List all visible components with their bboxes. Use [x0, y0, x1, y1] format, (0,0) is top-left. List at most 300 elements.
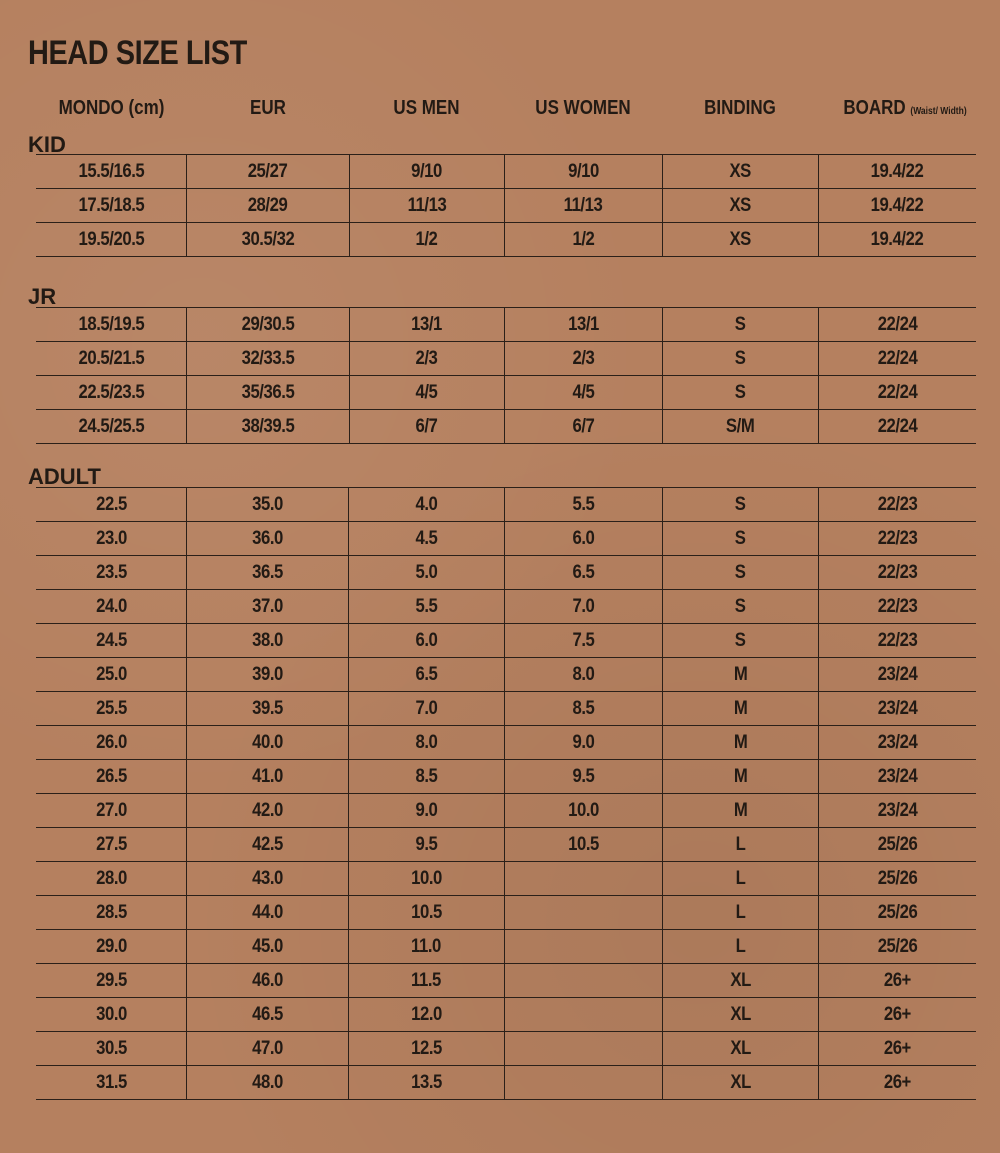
table-cell	[504, 1032, 662, 1066]
cell-value: 9.5	[415, 833, 438, 855]
table-cell	[187, 155, 349, 189]
table-cell	[187, 896, 349, 930]
cell-value: 30.0	[95, 1003, 127, 1025]
table-cell	[504, 590, 662, 624]
cell-value: 44.0	[252, 901, 284, 923]
table-cell	[349, 189, 504, 223]
cell-value: 28.0	[95, 867, 127, 889]
cell-value: XS	[729, 228, 751, 250]
cell-value: 5.5	[572, 493, 595, 515]
cell-value: M	[733, 731, 747, 753]
table-row	[36, 624, 976, 658]
cell-value: 48.0	[252, 1071, 284, 1093]
table-cell	[818, 556, 976, 590]
table-cell	[187, 1066, 349, 1100]
cell-value: XL	[729, 969, 751, 991]
cell-value: 28.5	[95, 901, 127, 923]
table-cell	[662, 726, 818, 760]
cell-value: 31.5	[95, 1071, 127, 1093]
cell-value: 47.0	[252, 1037, 284, 1059]
cell-value: 10.5	[411, 901, 442, 923]
table-row	[36, 896, 976, 930]
table-cell	[818, 692, 976, 726]
cell-value: 11/13	[407, 194, 446, 216]
cell-value: 10.5	[567, 833, 599, 855]
table-cell	[504, 189, 662, 223]
table-cell	[187, 376, 349, 410]
table-cell	[662, 964, 818, 998]
table-cell	[36, 658, 187, 692]
table-cell	[187, 998, 349, 1032]
cell-value: XL	[729, 1003, 751, 1025]
table-cell	[187, 308, 349, 342]
table-cell	[504, 862, 662, 896]
table-cell	[662, 155, 818, 189]
table-cell	[349, 998, 504, 1032]
cell-value: M	[733, 697, 747, 719]
table-cell	[36, 189, 187, 223]
table-cell	[36, 1066, 187, 1100]
cell-value: 4/5	[572, 381, 595, 403]
cell-value: 23/24	[877, 731, 918, 753]
table-cell	[504, 760, 662, 794]
table-cell	[349, 308, 504, 342]
cell-value: 36.0	[252, 527, 284, 549]
cell-value: 20.5/21.5	[78, 347, 145, 369]
kid-size-table	[36, 154, 976, 257]
table-cell	[818, 964, 976, 998]
table-cell	[504, 658, 662, 692]
table-cell	[504, 342, 662, 376]
cell-value: 35/36.5	[241, 381, 295, 403]
cell-value: XS	[729, 194, 751, 216]
table-row	[36, 522, 976, 556]
cell-value: 22/24	[877, 381, 918, 403]
cell-value: S	[734, 527, 746, 549]
cell-value: XL	[729, 1071, 751, 1093]
table-cell	[187, 760, 349, 794]
cell-value: 10.0	[567, 799, 599, 821]
cell-value: 13.5	[411, 1071, 442, 1093]
table-cell	[662, 658, 818, 692]
cell-value: 29.0	[95, 935, 127, 957]
table-cell	[349, 155, 504, 189]
cell-value: 27.0	[95, 799, 127, 821]
cell-value: 29/30.5	[241, 313, 295, 335]
table-cell	[187, 522, 349, 556]
cell-value: 8.0	[572, 663, 595, 685]
table-cell	[349, 692, 504, 726]
table-cell	[662, 930, 818, 964]
table-cell	[36, 1032, 187, 1066]
cell-value: 39.0	[252, 663, 284, 685]
cell-value: 2/3	[415, 347, 438, 369]
table-cell	[187, 1032, 349, 1066]
table-cell	[349, 658, 504, 692]
table-cell	[818, 896, 976, 930]
column-header-binding: BINDING	[704, 97, 776, 119]
cell-value: 42.0	[252, 799, 284, 821]
cell-value: 37.0	[252, 595, 284, 617]
board-header-note: (Waist/ Width)	[910, 106, 967, 117]
cell-value: 36.5	[252, 561, 284, 583]
cell-value: S	[734, 313, 746, 335]
cell-value: 46.5	[252, 1003, 284, 1025]
table-cell	[187, 658, 349, 692]
table-cell	[504, 896, 662, 930]
cell-value: 25/26	[877, 867, 918, 889]
table-cell	[818, 794, 976, 828]
cell-value: 38.0	[252, 629, 284, 651]
table-cell	[187, 862, 349, 896]
table-cell	[504, 155, 662, 189]
table-cell	[662, 998, 818, 1032]
cell-value: 19.5/20.5	[78, 228, 145, 250]
cell-value: S	[734, 629, 746, 651]
cell-value: S	[734, 347, 746, 369]
table-row	[36, 155, 976, 189]
cell-value: 9.0	[572, 731, 595, 753]
cell-value: 25/26	[877, 901, 918, 923]
table-cell	[349, 342, 504, 376]
cell-value: 26+	[883, 1071, 911, 1093]
table-cell	[187, 342, 349, 376]
cell-value: 23/24	[877, 765, 918, 787]
cell-value: 30.5/32	[241, 228, 295, 250]
table-cell	[187, 726, 349, 760]
section-label-jr: JR	[28, 284, 57, 309]
cell-value: 42.5	[252, 833, 284, 855]
table-cell	[36, 342, 187, 376]
cell-value: 26+	[883, 1003, 911, 1025]
table-cell	[187, 624, 349, 658]
cell-value: 6.0	[415, 629, 438, 651]
cell-value: 22/24	[877, 415, 918, 437]
cell-value: 9/10	[567, 160, 599, 182]
table-cell	[662, 342, 818, 376]
table-cell	[662, 223, 818, 257]
column-header-us-men: US MEN	[393, 97, 460, 119]
cell-value: 13/1	[411, 313, 443, 335]
table-cell	[662, 590, 818, 624]
table-cell	[662, 488, 818, 522]
table-cell	[36, 896, 187, 930]
table-cell	[36, 794, 187, 828]
table-cell	[349, 896, 504, 930]
cell-value: 22/24	[877, 347, 918, 369]
table-cell	[504, 410, 662, 444]
cell-value: 22/23	[877, 493, 918, 515]
cell-value: 12.5	[411, 1037, 442, 1059]
cell-value: 13/1	[567, 313, 599, 335]
table-cell	[187, 964, 349, 998]
cell-value: 1/2	[572, 228, 595, 250]
cell-value: 8.5	[415, 765, 438, 787]
table-cell	[349, 726, 504, 760]
cell-value: 25.5	[95, 697, 127, 719]
cell-value: 23/24	[877, 697, 918, 719]
cell-value: 26.0	[95, 731, 127, 753]
table-cell	[504, 624, 662, 658]
cell-value: 24.0	[95, 595, 127, 617]
cell-value: M	[733, 663, 747, 685]
table-row	[36, 410, 976, 444]
table-cell	[504, 828, 662, 862]
cell-value: 9/10	[411, 160, 443, 182]
cell-value: 45.0	[252, 935, 284, 957]
table-cell	[36, 522, 187, 556]
cell-value: 7.5	[572, 629, 595, 651]
cell-value: M	[733, 765, 747, 787]
table-cell	[36, 624, 187, 658]
table-cell	[662, 376, 818, 410]
table-row	[36, 376, 976, 410]
table-row	[36, 998, 976, 1032]
column-header-mondo: MONDO (cm)	[58, 97, 165, 119]
table-row	[36, 590, 976, 624]
table-row	[36, 692, 976, 726]
cell-value: 22/24	[877, 313, 918, 335]
cell-value: 19.4/22	[871, 228, 924, 250]
cell-value: 22/23	[877, 527, 918, 549]
cell-value: 7.0	[572, 595, 595, 617]
table-cell	[662, 522, 818, 556]
table-cell	[818, 1066, 976, 1100]
table-row	[36, 556, 976, 590]
cell-value: 22.5	[95, 493, 127, 515]
table-row	[36, 1066, 976, 1100]
table-cell	[662, 896, 818, 930]
table-row	[36, 189, 976, 223]
table-cell	[36, 692, 187, 726]
table-cell	[349, 794, 504, 828]
table-cell	[349, 760, 504, 794]
cell-value: XS	[729, 160, 751, 182]
cell-value: 6.5	[572, 561, 595, 583]
table-cell	[36, 590, 187, 624]
table-cell	[504, 692, 662, 726]
table-cell	[36, 862, 187, 896]
cell-value: 11/13	[563, 194, 603, 216]
table-cell	[504, 556, 662, 590]
table-cell	[36, 930, 187, 964]
table-row	[36, 930, 976, 964]
cell-value: 1/2	[415, 228, 438, 250]
cell-value: 17.5/18.5	[78, 194, 145, 216]
table-cell	[818, 590, 976, 624]
table-cell	[349, 1032, 504, 1066]
table-row	[36, 223, 976, 257]
table-cell	[504, 223, 662, 257]
table-cell	[662, 410, 818, 444]
table-cell	[662, 308, 818, 342]
cell-value: 26+	[883, 1037, 911, 1059]
table-cell	[36, 556, 187, 590]
cell-value: S	[734, 561, 746, 583]
table-cell	[818, 930, 976, 964]
table-row	[36, 828, 976, 862]
cell-value: 24.5	[95, 629, 127, 651]
table-cell	[818, 189, 976, 223]
table-cell	[818, 1032, 976, 1066]
table-cell	[662, 189, 818, 223]
table-cell	[36, 726, 187, 760]
cell-value: 22/23	[877, 595, 918, 617]
cell-value: 9.5	[572, 765, 595, 787]
cell-value: 41.0	[252, 765, 284, 787]
cell-value: M	[733, 799, 747, 821]
table-cell	[504, 964, 662, 998]
cell-value: 19.4/22	[871, 194, 924, 216]
table-cell	[504, 930, 662, 964]
cell-value: 7.0	[415, 697, 438, 719]
cell-value: 22.5/23.5	[78, 381, 145, 403]
cell-value: 25/26	[877, 833, 918, 855]
table-cell	[662, 794, 818, 828]
section-label-kid: KID	[28, 132, 66, 157]
cell-value: 6/7	[415, 415, 438, 437]
table-cell	[187, 410, 349, 444]
cell-value: 25.0	[95, 663, 127, 685]
table-cell	[349, 964, 504, 998]
table-cell	[187, 189, 349, 223]
cell-value: L	[735, 901, 746, 923]
table-cell	[818, 522, 976, 556]
table-cell	[36, 155, 187, 189]
cell-value: 26+	[883, 969, 911, 991]
cell-value: 9.0	[415, 799, 438, 821]
table-row	[36, 342, 976, 376]
cell-value: 18.5/19.5	[78, 313, 145, 335]
table-cell	[662, 760, 818, 794]
cell-value: 28/29	[248, 194, 288, 216]
table-cell	[36, 308, 187, 342]
table-cell	[818, 488, 976, 522]
table-cell	[504, 308, 662, 342]
table-cell	[187, 590, 349, 624]
table-cell	[349, 1066, 504, 1100]
table-cell	[187, 556, 349, 590]
table-cell	[818, 828, 976, 862]
table-cell	[187, 488, 349, 522]
cell-value: 25/27	[248, 160, 288, 182]
table-cell	[349, 522, 504, 556]
table-cell	[818, 410, 976, 444]
table-cell	[504, 488, 662, 522]
table-cell	[187, 692, 349, 726]
table-cell	[504, 522, 662, 556]
table-cell	[818, 658, 976, 692]
table-cell	[349, 488, 504, 522]
table-cell	[349, 862, 504, 896]
table-cell	[818, 998, 976, 1032]
table-row	[36, 862, 976, 896]
cell-value: 29.5	[95, 969, 127, 991]
table-cell	[504, 998, 662, 1032]
table-cell	[818, 726, 976, 760]
cell-value: 8.5	[572, 697, 595, 719]
table-cell	[187, 223, 349, 257]
cell-value: 6.0	[572, 527, 595, 549]
cell-value: 2/3	[572, 347, 595, 369]
table-cell	[504, 726, 662, 760]
table-cell	[349, 410, 504, 444]
cell-value: 15.5/16.5	[78, 160, 145, 182]
cell-value: 46.0	[252, 969, 284, 991]
table-cell	[504, 1066, 662, 1100]
cell-value: 23.0	[95, 527, 127, 549]
table-cell	[187, 930, 349, 964]
cell-value: 19.4/22	[871, 160, 924, 182]
table-cell	[36, 828, 187, 862]
table-cell	[662, 862, 818, 896]
table-cell	[349, 223, 504, 257]
table-cell	[662, 624, 818, 658]
cell-value: 40.0	[252, 731, 284, 753]
cell-value: 25/26	[877, 935, 918, 957]
table-cell	[818, 308, 976, 342]
cell-value: 4.0	[415, 493, 438, 515]
table-cell	[36, 223, 187, 257]
cell-value: 23/24	[877, 663, 918, 685]
table-cell	[36, 410, 187, 444]
cell-value: S	[734, 595, 746, 617]
cell-value: L	[735, 867, 746, 889]
table-cell	[36, 760, 187, 794]
table-cell	[187, 794, 349, 828]
section-label-adult: ADULT	[28, 464, 101, 489]
table-cell	[349, 376, 504, 410]
cell-value: 6.5	[415, 663, 438, 685]
table-row	[36, 308, 976, 342]
table-cell	[818, 760, 976, 794]
table-row	[36, 1032, 976, 1066]
cell-value: S	[734, 381, 746, 403]
page-title: HEAD SIZE LIST	[28, 34, 247, 72]
cell-value: 4/5	[415, 381, 438, 403]
table-cell	[818, 862, 976, 896]
cell-value: 24.5/25.5	[78, 415, 145, 437]
cell-value: 8.0	[415, 731, 438, 753]
cell-value: 43.0	[252, 867, 284, 889]
table-cell	[818, 223, 976, 257]
table-row	[36, 760, 976, 794]
table-cell	[349, 556, 504, 590]
table-row	[36, 658, 976, 692]
cell-value: 23/24	[877, 799, 918, 821]
cell-value: 35.0	[252, 493, 284, 515]
cell-value: L	[735, 833, 746, 855]
table-cell	[349, 590, 504, 624]
column-header-board: BOARD (Waist/ Width)	[843, 97, 967, 119]
table-row	[36, 488, 976, 522]
table-cell	[36, 998, 187, 1032]
column-header-eur: EUR	[250, 97, 286, 119]
table-cell	[662, 692, 818, 726]
cell-value: 6/7	[572, 415, 595, 437]
cell-value: 4.5	[415, 527, 438, 549]
table-cell	[662, 828, 818, 862]
cell-value: 5.0	[415, 561, 438, 583]
table-cell	[36, 488, 187, 522]
cell-value: 32/33.5	[241, 347, 295, 369]
cell-value: 26.5	[95, 765, 127, 787]
cell-value: 38/39.5	[241, 415, 295, 437]
table-cell	[349, 828, 504, 862]
cell-value: 22/23	[877, 629, 918, 651]
table-cell	[36, 964, 187, 998]
adult-size-table	[36, 487, 976, 1100]
